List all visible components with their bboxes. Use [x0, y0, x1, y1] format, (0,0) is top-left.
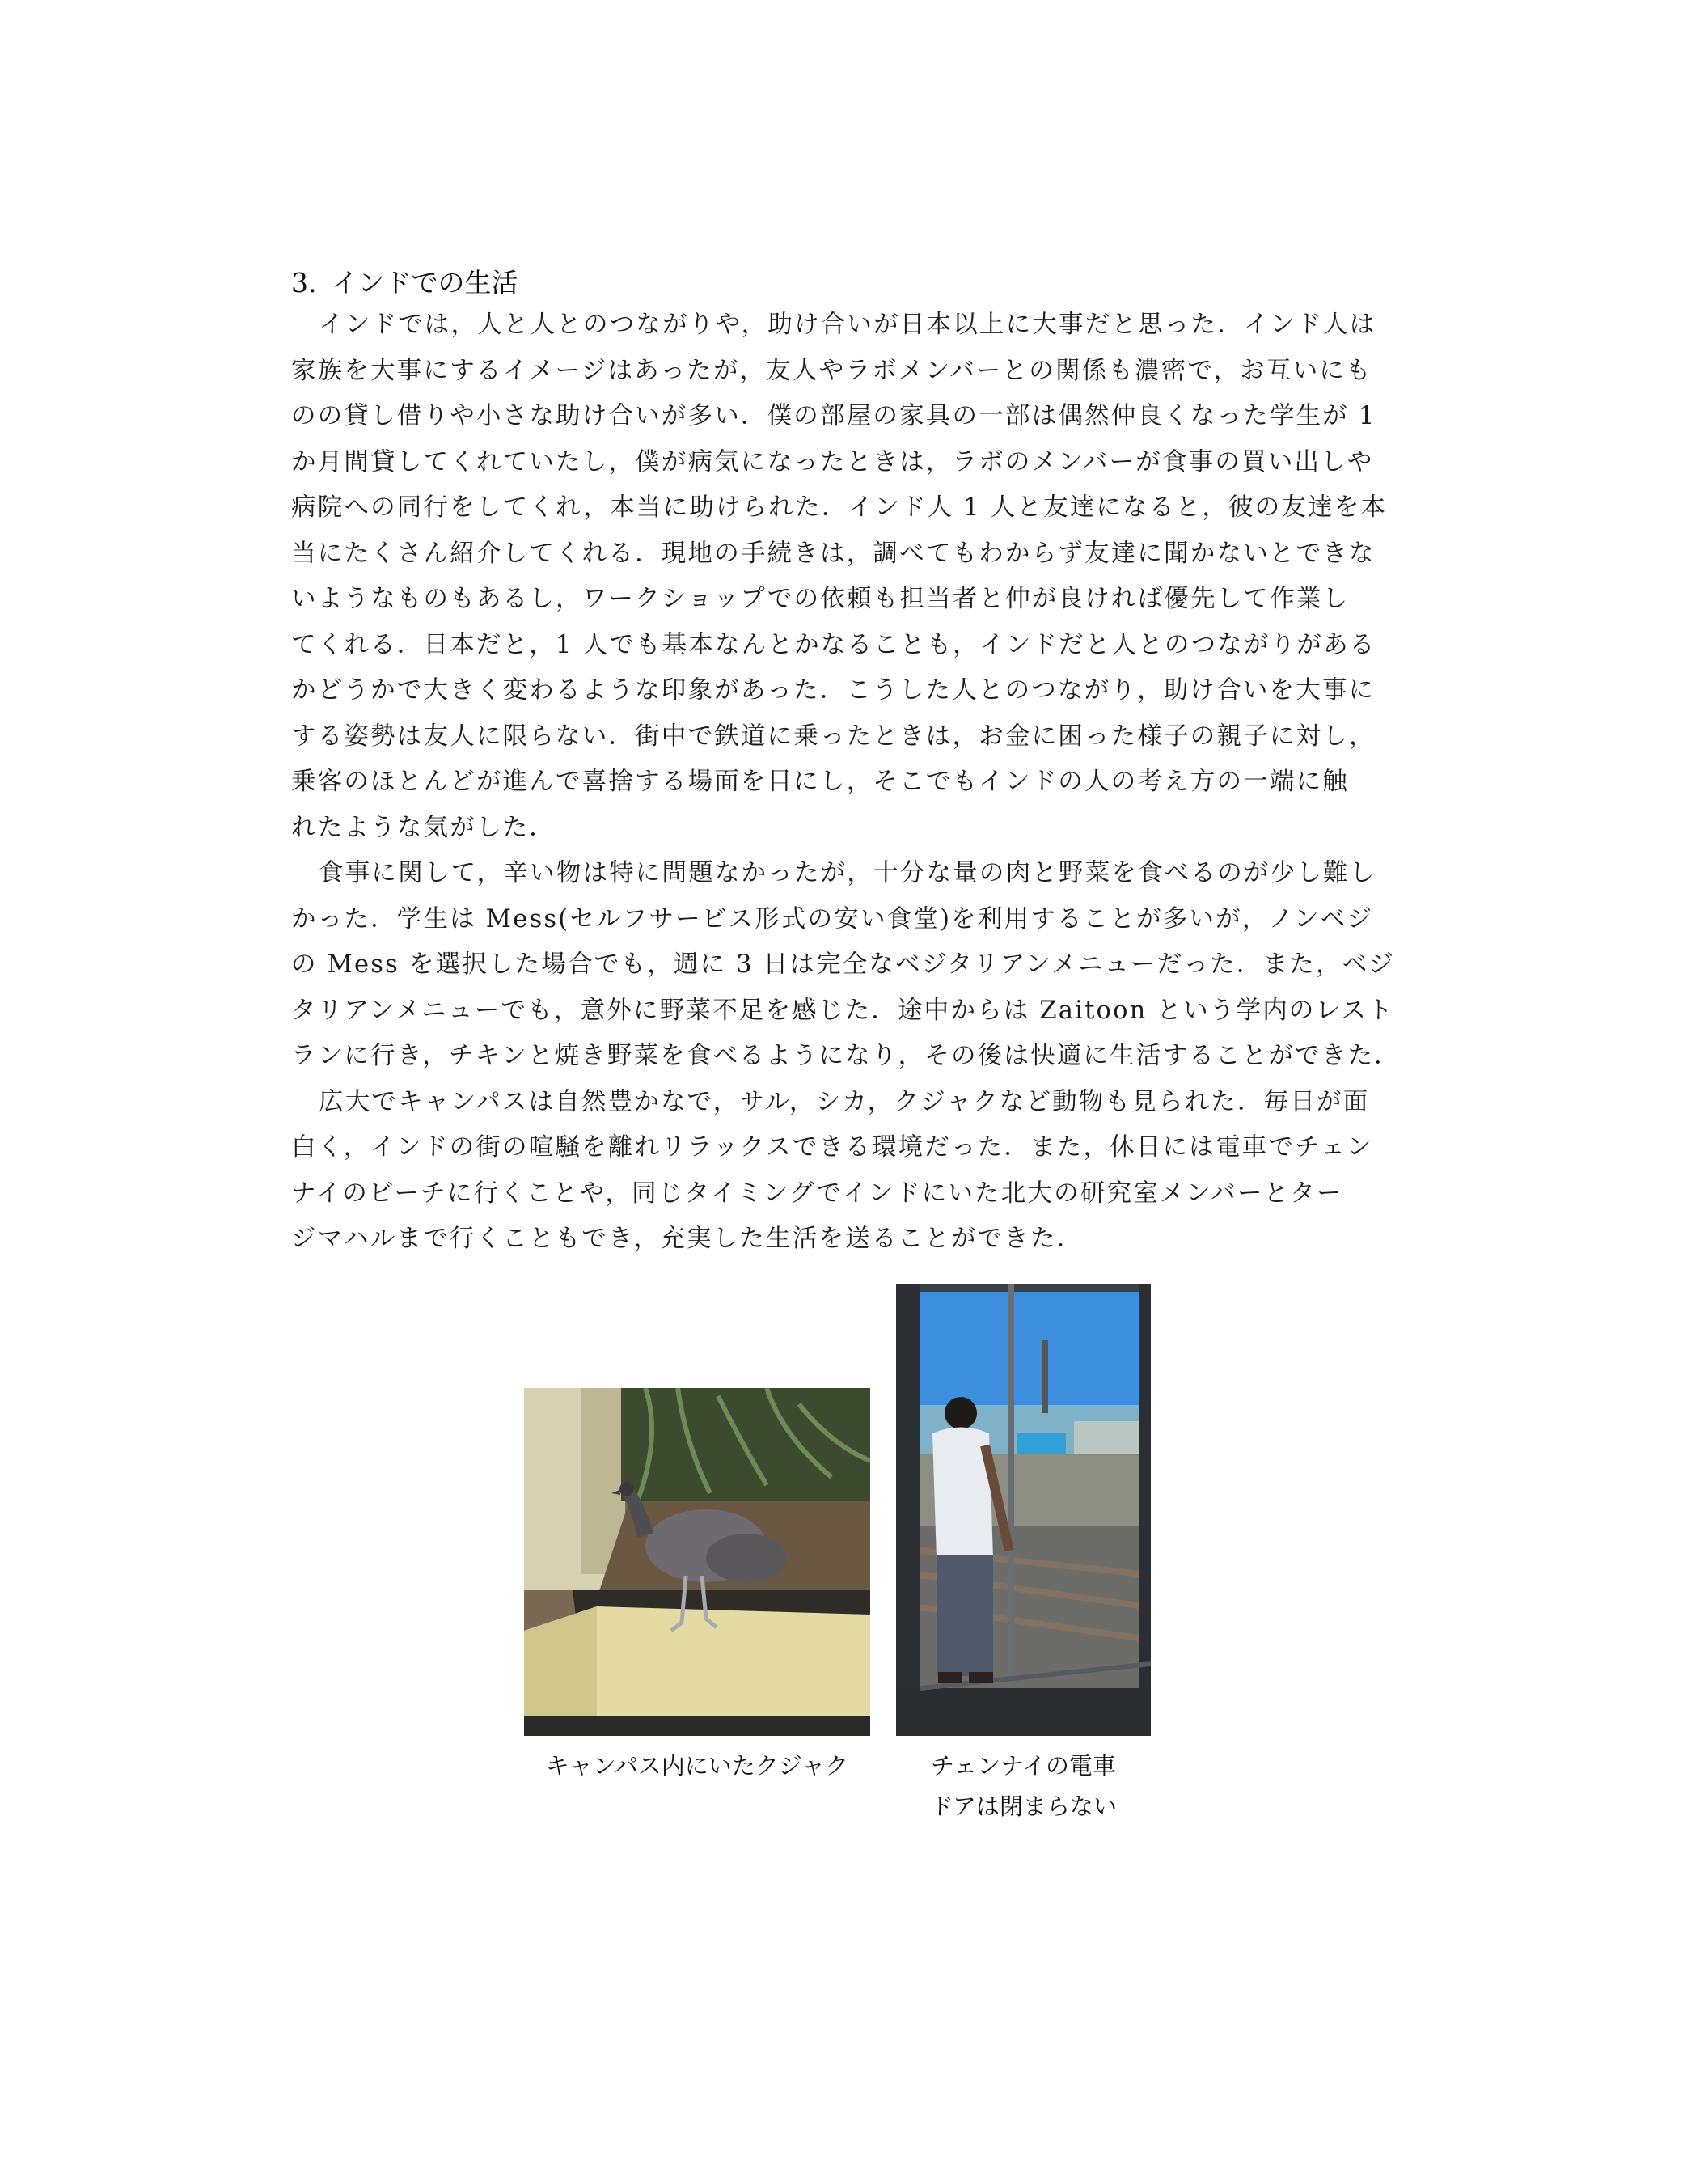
train-illustration: [896, 1284, 1151, 1736]
text-line: の Mess を選択した場合でも，週に 3 日は完全なベジタリアンメニューだった．また，ベジ: [291, 950, 1396, 979]
text-line: 広大でキャンパスは自然豊かなで，サル，シカ，クジャクなど動物も見られた．毎日が面: [319, 1087, 1370, 1116]
text-line: ランに行き，チキンと焼き野菜を食べるようになり，その後は快適に生活することができた．: [291, 1042, 1401, 1070]
text-line: かった．学生は Mess(セルフサービス形式の安い食堂)を利用することが多いが，ノンベジ: [291, 904, 1374, 933]
text-line: れたような気がした．: [291, 813, 556, 842]
peacock-caption: [524, 1746, 870, 1786]
train-caption: [896, 1746, 1151, 1826]
text-line: のの貸し借りや小さな助け合いが多い．僕の部屋の家具の一部は偶然仲良くなった学生が 1: [291, 402, 1376, 430]
text-line: ナイのビーチに行くことや，同じタイミングでインドにいた北大の研究室メンバーとター: [291, 1179, 1343, 1208]
text-line: インドでは，人と人とのつながりや，助け合いが日本以上に大事だと思った．インド人は: [319, 311, 1376, 339]
text-line: てくれる．日本だと，1 人でも基本なんとかなることも，インドだと人とのつながりがある: [291, 630, 1376, 659]
paragraph-food: [291, 851, 1401, 1080]
text-line: 白く，インドの街の喧騒を離れリラックスできる環境だった．また，休日には電車でチェン: [291, 1133, 1374, 1162]
text-line: タリアンメニューでも，意外に野菜不足を感じた．途中からは Zaitoon という学内のレスト: [291, 996, 1394, 1025]
text-line: する姿勢は友人に限らない．街中で鉄道に乗ったときは，お金に困った様子の親子に対し，: [291, 722, 1376, 751]
section-title: インドでの生活: [331, 267, 518, 298]
text-line: 病院への同行をしてくれ，本当に助けられた．インド人 1 人と友達になると，彼の友達を本: [291, 493, 1388, 522]
train-photo: [896, 1284, 1151, 1736]
paragraph-relationships: [291, 303, 1393, 851]
caption-line: キャンパス内にいたクジャク: [545, 1752, 849, 1780]
text-line: 食事に関して，辛い物は特に問題なかったが，十分な量の肉と野菜を食べるのが少し難し: [319, 859, 1376, 887]
text-line: 家族を大事にするイメージはあったが，友人やラボメンバーとの関係も濃密で，お互いにも: [291, 356, 1372, 385]
text-line: 乗客のほとんどが進んで喜捨する場面を目にし，そこでもインドの人の考え方の一端に触: [291, 768, 1349, 796]
peacock-illustration: [524, 1388, 870, 1736]
text-line: かどうかで大きく変わるような印象があった．こうした人とのつながり，助け合いを大事に: [291, 676, 1376, 705]
section-number: 3.: [291, 267, 317, 298]
section-heading: [291, 264, 518, 303]
text-line: ジマハルまで行くこともでき，充実した生活を送ることができた．: [291, 1225, 1084, 1253]
caption-line: ドアは閉まらない: [929, 1792, 1118, 1820]
body-text: [291, 303, 1401, 1263]
text-line: いようなものもあるし，ワークショップでの依頼も担当者と仲が良ければ優先して作業し: [291, 585, 1350, 613]
text-line: 当にたくさん紹介してくれる．現地の手続きは，調べてもわからず友達に聞かないとできな: [291, 539, 1376, 568]
caption-line: チェンナイの電車: [930, 1752, 1117, 1780]
peacock-photo: [524, 1388, 870, 1736]
text-line: か月間貸してくれていたし，僕が病気になったときは，ラボのメンバーが食事の買い出しや: [291, 447, 1374, 476]
paragraph-campus: [291, 1080, 1393, 1263]
